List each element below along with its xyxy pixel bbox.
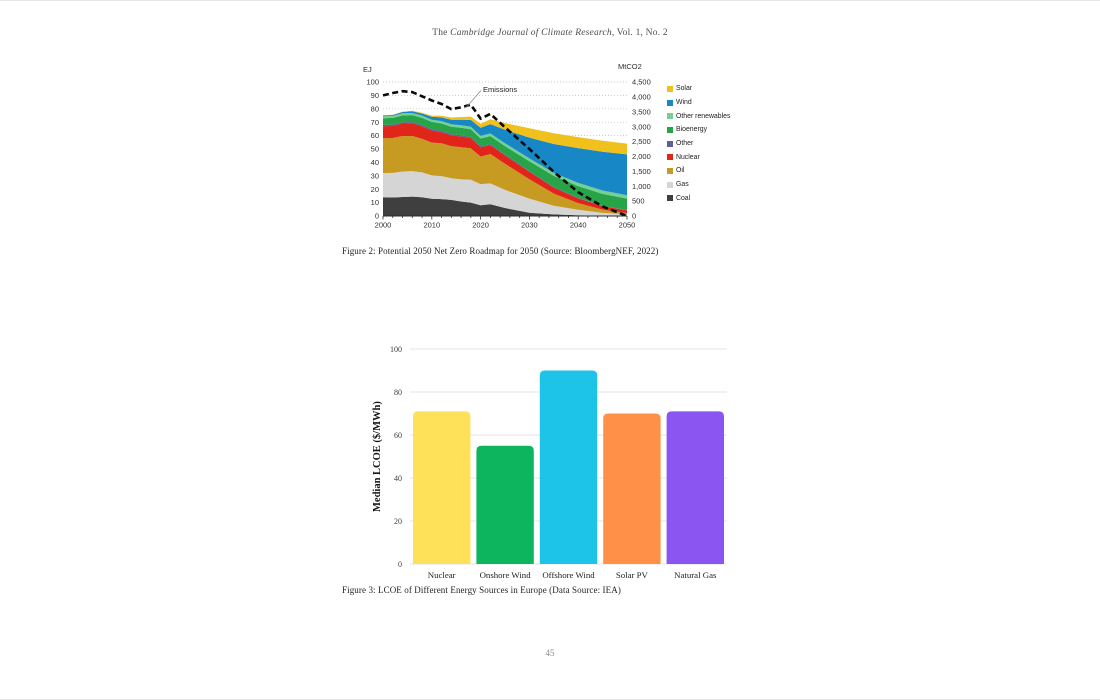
bar-category-label: Nuclear [427,570,456,580]
left-axis-tick-label: 20 [370,184,379,194]
left-axis-tick-label: 80 [370,104,379,114]
right-axis-tick-label: 4,500 [632,77,651,87]
lcoe-bar-chart [370,336,750,588]
legend-label: Nuclear [676,153,700,161]
y-axis-tick-label: 100 [390,344,402,354]
figure-2-caption: Figure 2: Potential 2050 Net Zero Roadmap for 2050 (Source: BloombergNEF, 2022) [342,246,659,256]
running-header-suffix: , Vol. 1, No. 2 [611,28,668,38]
right-axis-tick-label: 3,500 [632,107,651,117]
legend-item-bioenergy [667,123,730,137]
bar-category-label: Solar PV [615,570,648,580]
right-axis-tick-label: 2,000 [632,152,651,162]
legend-label: Other renewables [676,112,731,120]
left-axis-tick-label: 40 [370,158,379,167]
y-axis-tick-label: 80 [394,387,402,397]
legend-swatch [667,100,673,106]
right-axis-tick-label: 4,000 [632,92,651,102]
legend-item-solar [667,82,730,96]
left-axis-unit-label: EJ [363,65,372,74]
running-header [0,28,1100,38]
legend-label: Coal [676,194,691,202]
legend-item-other [667,137,730,151]
legend-item-coal [667,192,730,206]
x-axis-tick-label: 2010 [423,220,441,230]
legend-swatch [667,154,673,160]
chart-legend [667,82,730,205]
y-axis-tick-label: 20 [394,516,402,526]
legend-label: Wind [676,99,692,107]
right-axis-tick-label: 0 [632,211,637,221]
bar-nuclear [413,411,470,564]
x-axis-tick-label: 2040 [569,220,587,230]
y-axis-tick-label: 60 [394,430,402,440]
bar-chart-y-axis-label: Median LCOE ($/MWh) [372,401,383,512]
bar-category-label: Offshore Wind [542,570,595,580]
x-axis-tick-label: 2050 [618,220,636,230]
energy-roadmap-plot [366,77,651,230]
x-axis-tick-label: 2030 [521,220,538,230]
left-axis-tick-label: 30 [370,171,379,181]
bar-natural-gas [667,411,724,564]
right-axis-tick-label: 1,500 [632,166,651,176]
legend-swatch [667,195,673,201]
legend-swatch [667,141,673,147]
right-axis-tick-label: 3,000 [632,122,651,132]
energy-roadmap-chart [355,61,760,239]
legend-label: Bioenergy [676,126,708,134]
legend-label: Other [676,140,694,148]
y-axis-tick-label: 40 [394,473,402,483]
legend-swatch [667,86,673,92]
journal-title: Cambridge Journal of Climate Research [450,28,612,38]
legend-swatch [667,168,673,174]
right-axis-tick-label: 1,000 [632,181,651,191]
lcoe-bar-plot [390,344,727,580]
bar-onshore-wind [476,446,533,564]
legend-item-nuclear [667,150,730,164]
legend-item-wind [667,96,730,110]
left-axis-tick-label: 70 [370,117,379,127]
legend-swatch [667,127,673,133]
page-number: 45 [545,648,555,658]
bar-solar-pv [603,414,660,565]
running-header-prefix: The [432,28,451,38]
right-axis-tick-label: 500 [632,196,645,206]
figure-3-caption: Figure 3: LCOE of Different Energy Sources in Europe (Data Source: IEA) [342,585,621,595]
legend-label: Oil [676,167,685,175]
legend-item-gas [667,178,730,192]
left-axis-tick-label: 60 [370,131,379,141]
left-axis-tick-label: 100 [366,77,379,87]
legend-item-oil [667,164,730,178]
annotation-leader-line [467,91,482,108]
legend-label: Solar [676,85,693,93]
y-axis-tick-label: 0 [398,559,402,569]
right-axis-unit-label: MtCO2 [618,62,642,71]
legend-item-other-renewables [667,109,730,123]
x-axis-tick-label: 2000 [374,220,392,230]
left-axis-tick-label: 0 [374,211,379,221]
left-axis-tick-label: 90 [370,91,379,100]
legend-label: Gas [676,181,689,189]
bar-offshore-wind [540,371,597,565]
legend-swatch [667,113,673,119]
left-axis-tick-label: 50 [370,144,379,154]
legend-swatch [667,182,673,188]
x-axis-tick-label: 2020 [472,220,489,230]
left-axis-tick-label: 10 [370,198,379,208]
emissions-annotation: Emissions [483,84,518,94]
bar-category-label: Onshore Wind [479,570,531,580]
bar-category-label: Natural Gas [674,570,717,580]
right-axis-tick-label: 2,500 [632,137,651,147]
